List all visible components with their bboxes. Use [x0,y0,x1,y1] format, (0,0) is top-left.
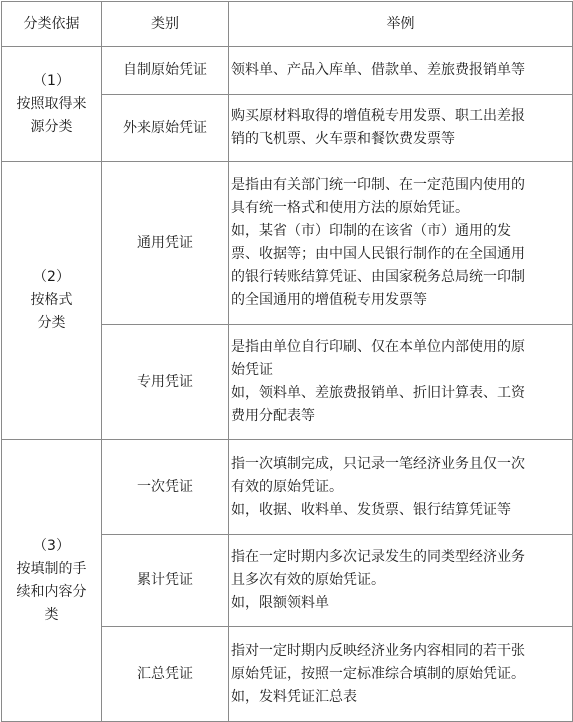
example-line: 有效的原始凭证。 [231,478,343,495]
example-line: 是指由有关部门统一印制、在一定范围内使用的 [231,177,525,193]
example-line: 是指由单位自行印刷、仅在本单位内部使用的原 [231,339,525,355]
category-cell: 外来原始凭证 [102,95,229,162]
example-line: 如，收据、收料单、发货票、银行结算凭证等 [231,501,511,518]
basis-cell [2,440,102,722]
example-line: 销的飞机票、火车票和餐饮费发票等 [231,131,455,147]
basis-cell [2,47,102,162]
basis-line: （1） [33,72,70,89]
example-cell [229,95,573,162]
basis-line: （2） [33,269,70,285]
basis-line: 按照取得来 [16,95,87,112]
example-line: 且多次有效的原始凭证。 [231,572,385,588]
example-line: 费用分配表等 [231,408,315,424]
basis-line: 续和内容分 [16,583,87,600]
example-line: 如，限额领料单 [231,595,329,611]
example-cell [229,440,573,535]
category-cell: 自制原始凭证 [102,47,229,95]
category-cell: 累计凭证 [102,535,229,627]
classification-table [1,1,573,722]
example-line: 具有统一格式和使用方法的原始凭证。 [231,200,469,216]
basis-line: 分类 [37,315,66,331]
table-row [2,47,573,95]
basis-line: 类 [44,606,59,623]
example-line: 如，发料凭证汇总表 [231,688,357,705]
example-line: 票、收据等；由中国人民银行制作的在全国通用 [231,246,525,262]
basis-line: （3） [33,537,70,554]
basis-line: 按填制的手 [16,560,87,577]
example-line: 原始凭证，按照一定标准综合填制的原始凭证。 [231,665,525,682]
basis-line: 源分类 [30,118,73,135]
example-line: 指在一定时期内多次记录发生的同类型经济业务 [231,549,525,565]
category-cell: 专用凭证 [102,325,229,440]
category-cell: 通用凭证 [102,162,229,325]
header-basis: 分类依据 [2,2,102,47]
example-line: 指一次填制完成，只记录一笔经济业务且仅一次 [231,455,525,472]
example-cell [229,535,573,627]
example-line: 的银行转账结算凭证、由国家税务总局统一印制 [231,269,525,285]
example-cell [229,162,573,325]
header-row [2,2,573,47]
basis-line: 按格式 [30,292,73,308]
header-example: 举例 [229,2,573,47]
example-cell [229,325,573,440]
example-line: 如，某省（市）印制的在该省（市）通用的发 [231,223,511,239]
basis-cell [2,162,102,440]
example-line: 始凭证 [231,362,273,378]
example-line: 领料单、产品入库单、借款单、差旅费报销单等 [231,62,525,78]
example-line: 指对一定时期内反映经济业务内容相同的若干张 [231,642,525,659]
example-line: 购买原材料取得的增值税专用发票、职工出差报 [231,108,525,124]
example-cell [229,627,573,722]
example-cell [229,47,573,95]
example-line: 如，领料单、差旅费报销单、折旧计算表、工资 [231,385,525,401]
table-row [2,162,573,325]
table-row [2,440,573,535]
example-line: 的全国通用的增值税专用发票等 [231,292,427,308]
category-cell: 一次凭证 [102,440,229,535]
category-cell: 汇总凭证 [102,627,229,722]
header-category: 类别 [102,2,229,47]
